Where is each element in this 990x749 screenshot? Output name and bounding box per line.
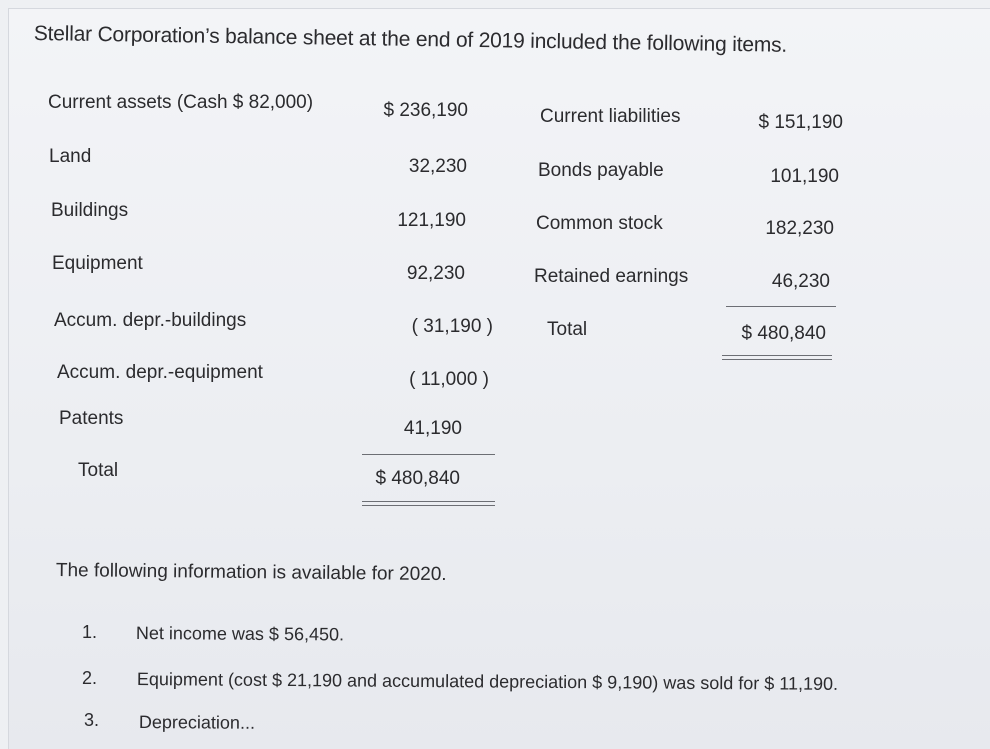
- liab-subtotal-rule: [726, 306, 836, 307]
- asset-label-total: Total: [78, 460, 119, 481]
- liab-total-double-rule-2: [722, 359, 832, 360]
- asset-value-land: 32,230: [408, 156, 467, 177]
- asset-label-land: Land: [49, 146, 92, 167]
- liab-label-bonds-payable: Bonds payable: [538, 160, 664, 181]
- list-item-number: 1.: [82, 622, 98, 642]
- asset-value-equipment: 92,230: [406, 263, 465, 284]
- asset-value-current-assets: $ 236,190: [383, 100, 468, 121]
- asset-label-accum-depr-equipment: Accum. depr.-equipment: [57, 362, 263, 383]
- liab-value-total: $ 480,840: [741, 323, 826, 344]
- list-item-number: 2.: [82, 668, 98, 688]
- asset-value-accum-depr-buildings: ( 31,190 ): [411, 316, 493, 337]
- asset-label-equipment: Equipment: [52, 253, 143, 274]
- liab-value-retained-earnings: 46,230: [771, 271, 830, 292]
- liab-value-bonds-payable: 101,190: [770, 166, 839, 187]
- asset-value-patents: 41,190: [403, 418, 462, 439]
- assets-total-double-rule-2: [362, 505, 495, 506]
- asset-value-accum-depr-equipment: ( 11,000 ): [409, 369, 489, 390]
- info-heading: The following information is available for 2020.: [55, 560, 447, 586]
- asset-label-buildings: Buildings: [51, 200, 129, 221]
- assets-total-double-rule-1: [362, 501, 495, 502]
- liab-label-total: Total: [547, 319, 588, 340]
- asset-value-total: $ 480,840: [375, 468, 460, 489]
- liab-label-retained-earnings: Retained earnings: [534, 266, 689, 287]
- asset-label-current-assets: Current assets (Cash $ 82,000): [48, 92, 314, 113]
- list-item-text: Equipment (cost $ 21,190 and accumulated depreciation $ 9,190) was sold for $ 11,190.: [136, 669, 839, 694]
- list-item-number: 3.: [84, 710, 100, 730]
- intro-text: Stellar Corporation’s balance sheet at the end of 2019 included the following items.: [33, 22, 788, 57]
- liab-value-common-stock: 182,230: [765, 218, 834, 239]
- liab-total-double-rule-1: [722, 355, 832, 356]
- asset-label-patents: Patents: [59, 408, 124, 429]
- liab-value-current-liabilities: $ 151,190: [758, 112, 843, 133]
- asset-label-accum-depr-buildings: Accum. depr.-buildings: [54, 310, 247, 331]
- list-item-text: Depreciation...: [138, 712, 256, 733]
- assets-subtotal-rule: [362, 454, 495, 455]
- list-item-text: Net income was $ 56,450.: [135, 623, 345, 645]
- liab-label-current-liabilities: Current liabilities: [540, 106, 681, 127]
- liab-label-common-stock: Common stock: [536, 213, 663, 234]
- asset-value-buildings: 121,190: [397, 210, 466, 231]
